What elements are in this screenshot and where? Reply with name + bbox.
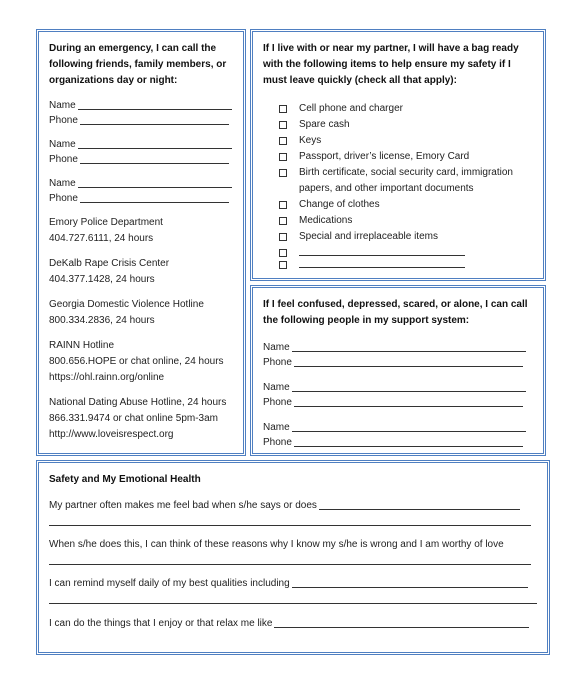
checkbox[interactable] [279,261,287,269]
hotline-dating-abuse [49,395,233,443]
answer-blank[interactable] [292,577,528,588]
support-contact-3 [263,420,533,450]
emergency-contacts-box [36,29,246,456]
health-heading: Safety and My Emotional Health [49,474,201,485]
emergency-heading: During an emergency, I can call the following friends, family members, or organizations day or night: [49,43,227,86]
phone-blank[interactable] [294,396,523,407]
prompt-text: When s/he does this, I can think of these reasons why I know my s/he is wrong and I am worthy of love [49,539,504,550]
phone-label: Phone [49,193,78,204]
checkbox[interactable] [279,249,287,257]
list-item [279,101,533,117]
name-blank[interactable] [292,421,526,432]
bag-checklist [279,101,533,269]
name-blank[interactable] [292,381,526,392]
emotional-health-box [36,460,550,655]
item-label: Birth certificate, social security card, immigration papers, and other important documents [299,167,513,194]
checkbox[interactable] [279,169,287,177]
phone-blank[interactable] [80,153,229,164]
list-item [279,149,533,165]
checkbox[interactable] [279,137,287,145]
emergency-contact-3 [49,176,233,206]
hotline-number: 800.334.2836, 24 hours [49,315,155,326]
custom-item-blank[interactable] [299,245,465,256]
hotline-emory-police [49,215,233,247]
list-item [279,213,533,229]
item-label: Special and irreplaceable items [299,231,438,242]
name-label: Name [49,139,76,150]
name-blank[interactable] [292,341,526,352]
answer-blank[interactable] [49,552,531,565]
prompt-reasons-worthy [49,538,537,552]
prompt-best-qualities [49,577,537,591]
name-label: Name [263,342,290,353]
list-item [279,197,533,213]
prompt-enjoy-relax [49,617,537,631]
bag-heading: If I live with or near my partner, I will have a bag ready with the following items to help ensure my safety if I must leave quickly (check all that apply): [263,43,519,86]
hotline-title: RAINN Hotline [49,340,115,351]
answer-blank[interactable] [49,513,531,526]
name-label: Name [263,382,290,393]
phone-label: Phone [49,115,78,126]
phone-blank[interactable] [80,114,229,125]
phone-label: Phone [263,437,292,448]
answer-blank[interactable] [319,499,520,510]
name-label: Name [49,178,76,189]
item-label: Cell phone and charger [299,103,403,114]
item-label: Change of clothes [299,199,380,210]
support-heading: If I feel confused, depressed, scared, or alone, I can call the following people in my support system: [263,299,528,326]
hotline-number: 404.377.1428, 24 hours [49,274,155,285]
emergency-contact-2 [49,137,233,167]
prompt-partner-feel-bad [49,499,537,513]
support-system-box [250,285,546,456]
list-item [279,229,533,245]
prompt-text: I can remind myself daily of my best qualities including [49,578,290,589]
item-label: Medications [299,215,353,226]
hotline-georgia-dv [49,297,233,329]
hotline-title: DeKalb Rape Crisis Center [49,258,170,269]
checkbox[interactable] [279,105,287,113]
support-contact-2 [263,380,533,410]
name-blank[interactable] [78,99,232,110]
bag-checklist-box [250,29,546,281]
phone-blank[interactable] [294,356,523,367]
list-item [279,133,533,149]
list-item [279,257,533,269]
phone-blank[interactable] [294,436,523,447]
checkbox[interactable] [279,153,287,161]
name-blank[interactable] [78,177,232,188]
hotline-rainn [49,338,233,386]
list-item [279,117,533,133]
phone-label: Phone [263,397,292,408]
name-label: Name [49,100,76,111]
checkbox[interactable] [279,201,287,209]
list-item [279,245,533,257]
answer-blank[interactable] [274,617,529,628]
phone-blank[interactable] [80,192,229,203]
name-blank[interactable] [78,138,232,149]
phone-label: Phone [49,154,78,165]
hotline-number: 866.331.9474 or chat online 5pm-3am [49,413,219,424]
hotline-url[interactable]: https://ohl.rainn.org/online [49,372,165,383]
checkbox[interactable] [279,121,287,129]
name-label: Name [263,422,290,433]
checkbox[interactable] [279,233,287,241]
hotline-number: 404.727.6111, 24 hours [49,233,154,244]
checkbox[interactable] [279,217,287,225]
custom-item-blank[interactable] [299,257,465,268]
hotline-title: Emory Police Department [49,217,163,228]
item-label: Passport, driver’s license, Emory Card [299,151,470,162]
hotline-number: 800.656.HOPE or chat online, 24 hours [49,356,224,367]
hotline-title: National Dating Abuse Hotline, 24 hours [49,397,227,408]
answer-blank[interactable] [49,591,537,604]
emergency-contact-1 [49,98,233,128]
support-contact-1 [263,340,533,370]
phone-label: Phone [263,357,292,368]
prompt-text: I can do the things that I enjoy or that relax me like [49,618,273,629]
prompt-text: My partner often makes me feel bad when s/he says or does [49,500,317,511]
hotline-dekalb [49,256,233,288]
hotline-title: Georgia Domestic Violence Hotline [49,299,204,310]
item-label: Spare cash [299,119,350,130]
list-item [279,165,533,197]
item-label: Keys [299,135,322,146]
hotline-url[interactable]: http://www.loveisrespect.org [49,429,174,440]
